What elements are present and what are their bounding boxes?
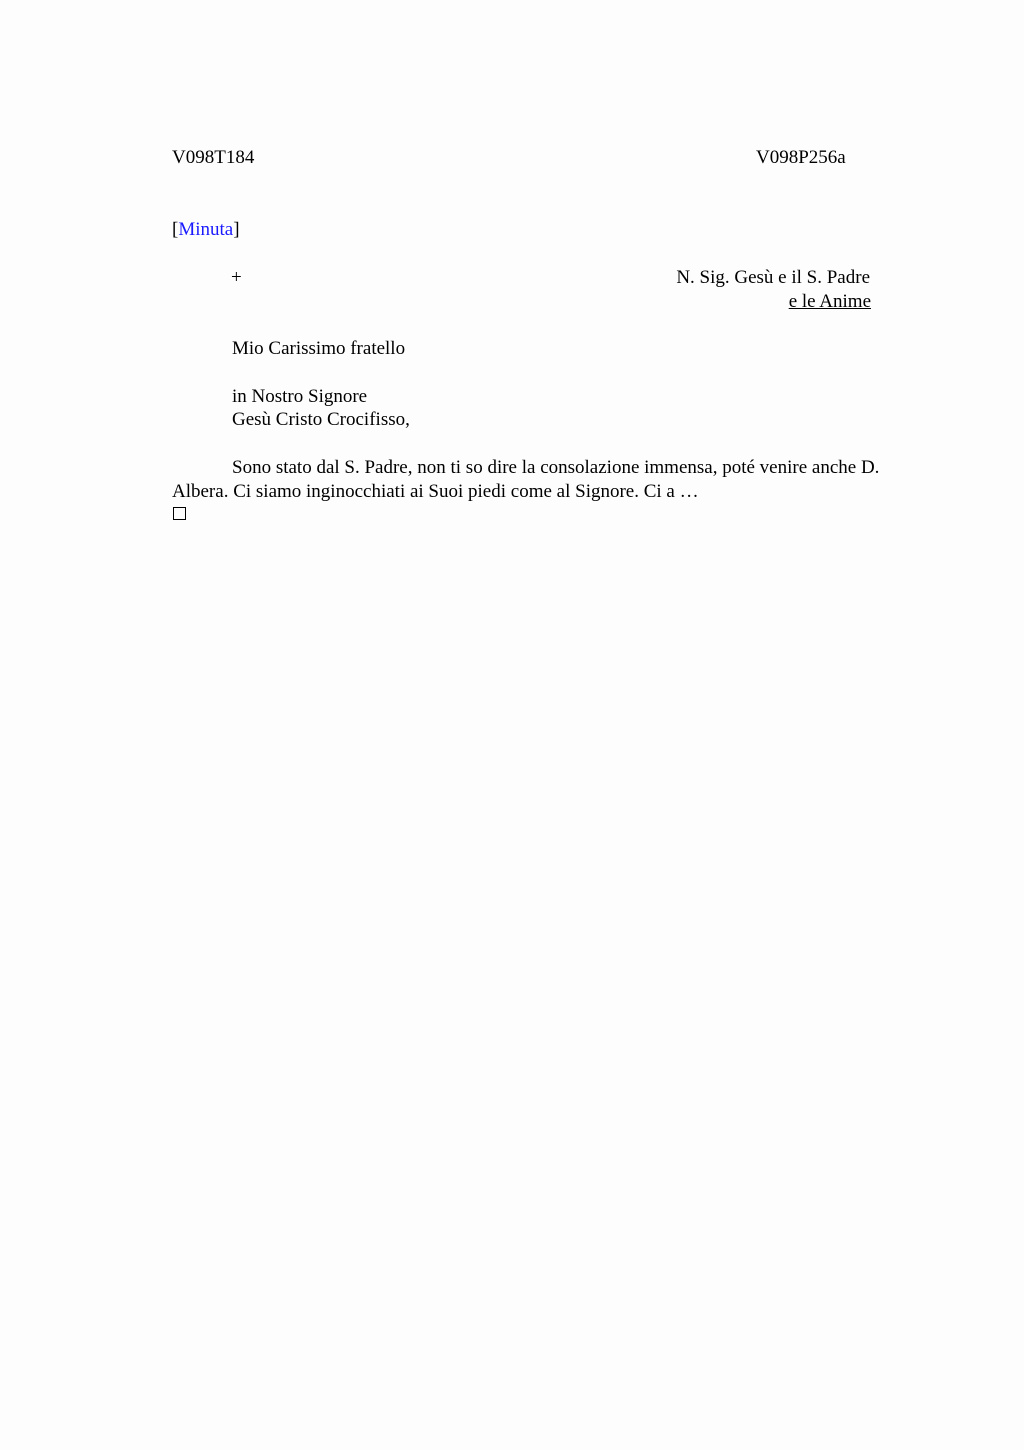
salutation: Mio Carissimo fratello (232, 338, 406, 359)
greeting-line-2: Gesù Cristo Crocifisso, (232, 409, 410, 430)
document-code-left: V098T184 (172, 147, 255, 168)
greeting-line-1: in Nostro Signore (232, 386, 368, 407)
bracket-open: [ (172, 219, 179, 240)
bracket-close: ] (233, 219, 240, 240)
dedication-line-2: e le Anime (788, 291, 871, 312)
minuta-note (172, 218, 240, 242)
dedication-line-1: N. Sig. Gesù e il S. Padre (676, 267, 870, 288)
empty-box-icon (173, 507, 186, 520)
body-paragraph: Sono stato dal S. Padre, non ti so dire la consolazione immensa, poté venire anche D. Albera. Ci siamo inginocchiati ai Suoi piedi come al Signore. Ci a … (172, 457, 880, 502)
cross-symbol: + (231, 267, 242, 288)
minuta-link[interactable]: Minuta (178, 219, 234, 240)
document-code-right: V098P256a (756, 147, 846, 168)
